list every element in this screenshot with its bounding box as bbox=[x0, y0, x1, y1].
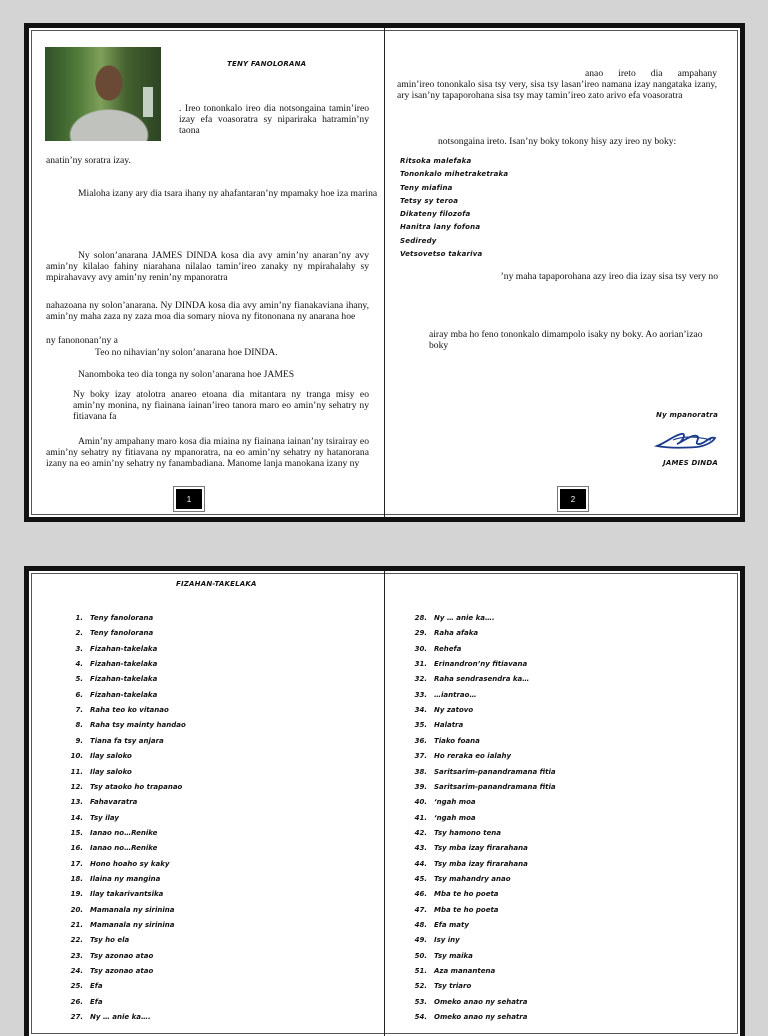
toc-entry-number: 15. bbox=[70, 828, 83, 837]
book-spread-pages-1-2 bbox=[24, 23, 745, 522]
toc-entry-title: Ilaina ny mangina bbox=[90, 874, 161, 883]
toc-entry-number: 51. bbox=[414, 967, 427, 976]
toc-entry-number: 32. bbox=[414, 675, 427, 684]
toc-entry-title: Tsy azonao atao bbox=[90, 967, 154, 976]
signoff: Ny mpanoratra bbox=[656, 411, 718, 419]
toc-entry-number: 13. bbox=[70, 798, 83, 807]
toc-entry-title: Tiako foana bbox=[434, 736, 480, 745]
toc-entry-title: Isy iny bbox=[434, 936, 460, 945]
toc-entry-title: Tiana fa tsy anjara bbox=[90, 736, 164, 745]
toc-entry-number: 7. bbox=[75, 706, 83, 715]
book-list-item: Teny miafina bbox=[400, 183, 453, 192]
toc-entry-title: Teny fanolorana bbox=[90, 629, 154, 638]
toc-entry-title: Tsy mba izay firarahana bbox=[434, 859, 528, 868]
toc-entry-title: Teny fanolorana bbox=[90, 614, 154, 622]
toc-entry-number: 25. bbox=[70, 982, 83, 991]
toc-entry-title: Ny … anie ka…. bbox=[90, 1013, 151, 1022]
toc-entry-title: Fizahan-takelaka bbox=[90, 644, 158, 653]
toc-entry-title: Fizahan-takelaka bbox=[90, 690, 158, 699]
toc-entry-number: 42. bbox=[414, 828, 427, 837]
toc-entry-title: Hono hoaho sy kaky bbox=[90, 859, 170, 868]
toc-entry-title: Raha afaka bbox=[434, 629, 479, 638]
toc-entry-title: Ilay saloko bbox=[90, 767, 132, 776]
toc-entry-number: 28. bbox=[414, 614, 427, 622]
toc-entry-number: 6. bbox=[75, 690, 83, 699]
toc-entry-title: Rehefa bbox=[434, 644, 462, 653]
toc-entry-title: Mamanala ny sirinina bbox=[90, 921, 175, 929]
book-list-item: Sediredy bbox=[400, 236, 437, 245]
toc-entry-number: 10. bbox=[70, 752, 83, 761]
toc-entry-number: 41. bbox=[414, 813, 427, 822]
right-paragraph-3: ’ny maha tapaporohana azy ireo dia izay sisa tsy very no bbox=[500, 271, 718, 282]
toc-entry-title: Ianao no…Renike bbox=[90, 828, 158, 837]
toc-entry-title: Raha sendrasendra ka… bbox=[434, 675, 530, 684]
paragraph-7: Ny boky izay atolotra anareo etoana dia mitantara ny tranga misy eo amin’ny monina, ny fiainana iainan’ireo tanora maro eo amin’ny sehatry ny fitiavana fa bbox=[73, 389, 369, 422]
page-gutter bbox=[384, 28, 385, 517]
toc-entry-number: 34. bbox=[414, 706, 427, 715]
paragraph-4: nahazoana ny solon’anarana. Ny DINDA kosa dia avy amin’ny fianakaviana ihany, amin’ny maha zaza ny zaza moa dia somary niova ny fitononana ny anarana hoe bbox=[46, 300, 369, 322]
toc-entry-title: Ho reraka eo ialahy bbox=[434, 752, 512, 761]
paragraph-5: Teo no nihavian’ny solon’anarana hoe DINDA. bbox=[95, 347, 278, 358]
toc-entry-title: Fizahan-takelaka bbox=[90, 660, 158, 669]
toc-entry-title: Ny … anie ka…. bbox=[434, 614, 495, 622]
toc-entry-number: 33. bbox=[414, 690, 427, 699]
toc-entry-number: 47. bbox=[414, 905, 427, 914]
toc-entry-number: 2. bbox=[75, 629, 83, 638]
toc-entry-title: Tsy azonao atao bbox=[90, 951, 154, 960]
toc-entry-title: Tsy maika bbox=[434, 951, 473, 960]
toc-entry-title: Mba te ho poeta bbox=[434, 905, 499, 914]
toc-entry-number: 38. bbox=[414, 767, 427, 776]
toc-entry-title: Efa bbox=[90, 997, 103, 1006]
right-paragraph-2: notsongaina ireto. Isan’ny boky tokony hisy azy ireo ny boky: bbox=[438, 136, 677, 147]
toc-entry-number: 18. bbox=[70, 874, 83, 883]
toc-entry-number: 16. bbox=[70, 844, 83, 853]
toc-entry-title: Fizahan-takelaka bbox=[90, 675, 158, 684]
toc-entry-number: 39. bbox=[414, 782, 427, 791]
toc-entry[interactable] bbox=[399, 1006, 527, 1024]
toc-entry-number: 14. bbox=[70, 813, 83, 822]
toc-entry-title: Erinandron’ny fitiavana bbox=[434, 660, 528, 669]
toc-entry-number: 8. bbox=[75, 721, 83, 730]
paragraph-3: Ny solon’anarana JAMES DINDA kosa dia avy amin’ny anaran’ny avy amin’ny kilalao fahiny niarahana nilalao tamin’ireo zanaky ny mpirahalahy sy mpirahavavy avy amin’ny renin’ny mpanoratra bbox=[46, 250, 369, 283]
toc-entry-number: 1. bbox=[75, 614, 83, 622]
signature-image bbox=[653, 426, 719, 452]
book-list-item: Vetsovetso takariva bbox=[400, 250, 483, 259]
toc-entry-number: 46. bbox=[414, 890, 427, 899]
toc-entry-number: 26. bbox=[70, 997, 83, 1006]
toc-entry-title: Ilay saloko bbox=[90, 752, 132, 761]
toc-entry-title: Mba te ho poeta bbox=[434, 890, 499, 899]
paragraph-4-continued: ny fanononan’ny a bbox=[46, 335, 118, 346]
toc-entry-title: ‘ngah moa bbox=[434, 813, 476, 822]
toc-entry-title: Tsy hamono tena bbox=[434, 828, 501, 837]
toc-entry-number: 35. bbox=[414, 721, 427, 730]
toc-entry-number: 11. bbox=[70, 767, 83, 776]
toc-entry-title: Saritsarim-panandramana fitia bbox=[434, 767, 556, 776]
toc-entry-number: 19. bbox=[70, 890, 83, 899]
toc-entry-title: Aza manantena bbox=[434, 967, 496, 976]
paragraph-2: Mialoha izany ary dia tsara ihany ny ahafantaran’ny mpamaky hoe iza marina bbox=[78, 188, 378, 199]
paragraph-1-continued: anatin’ny soratra izay. bbox=[46, 155, 131, 166]
toc-entry-title: Tsy mba izay firarahana bbox=[434, 844, 528, 853]
toc-entry-number: 45. bbox=[414, 874, 427, 883]
page-number-1: 1 bbox=[176, 489, 202, 509]
toc-entry-number: 17. bbox=[70, 859, 83, 868]
toc-entry-number: 31. bbox=[414, 660, 427, 669]
toc-entry-title: …iantrao… bbox=[434, 690, 477, 699]
toc-entry-number: 54. bbox=[414, 1013, 427, 1022]
toc-entry-number: 12. bbox=[70, 782, 83, 791]
toc-entry-number: 53. bbox=[414, 997, 427, 1006]
toc-entry-number: 29. bbox=[414, 629, 427, 638]
toc-entry-number: 40. bbox=[414, 798, 427, 807]
book-list bbox=[400, 157, 580, 263]
toc-entry-number: 37. bbox=[414, 752, 427, 761]
toc-entry-title: Mamanala ny sirinina bbox=[90, 905, 175, 914]
toc-entry-title: Saritsarim-panandramana fitia bbox=[434, 782, 556, 791]
author-photo bbox=[45, 47, 161, 141]
toc-entry-title: Raha teo ko vitanao bbox=[90, 706, 169, 715]
right-paragraph-1: anao ireto dia ampahany amin’ireo tononkalo sisa tsy very, sisa tsy lasan’ireo namana izay nangataka izany, ary isan’ny tapaporohana sisa tsy may tamin’ireo zato arivo efa voasoratra bbox=[397, 68, 717, 101]
author-name: JAMES DINDA bbox=[663, 459, 718, 467]
toc-entry-title: Tsy triaro bbox=[434, 982, 472, 991]
toc-entry-title: Raha tsy mainty handao bbox=[90, 721, 186, 730]
book-list-item: Tetsy sy teroa bbox=[400, 196, 459, 205]
toc-entry-title: Halatra bbox=[434, 721, 464, 730]
toc-entry-number: 30. bbox=[414, 644, 427, 653]
toc-entry-title: Tsy mahandry anao bbox=[434, 874, 511, 883]
toc-entry-number: 43. bbox=[414, 844, 427, 853]
toc-entry-number: 3. bbox=[75, 644, 83, 653]
book-list-item: Ritsoka malefaka bbox=[400, 157, 472, 165]
toc-entry-number: 20. bbox=[70, 905, 83, 914]
toc-entry-number: 21. bbox=[70, 921, 83, 929]
toc-entry-title: Ianao no…Renike bbox=[90, 844, 158, 853]
toc-entry[interactable] bbox=[55, 1006, 151, 1024]
toc-entry-title: Tsy ataoko ho trapanao bbox=[90, 782, 183, 791]
toc-entry-number: 4. bbox=[75, 660, 83, 669]
page-gutter bbox=[384, 571, 385, 1036]
toc-entry-number: 22. bbox=[70, 936, 83, 945]
toc-entry-number: 5. bbox=[75, 675, 83, 684]
toc-entry-title: Ilay takarivantsika bbox=[90, 890, 164, 899]
paragraph-1: . Ireo tononkalo ireo dia notsongaina tamin’ireo izay efa voasoratra sy nipariraka hatramin’ny taona bbox=[179, 103, 369, 136]
toc-entry-title: Efa maty bbox=[434, 921, 469, 929]
toc-entry-number: 49. bbox=[414, 936, 427, 945]
toc-entry-number: 36. bbox=[414, 736, 427, 745]
paragraph-6: Nanomboka teo dia tonga ny solon’anarana hoe JAMES bbox=[78, 369, 295, 380]
page-title: TENY FANOLORANA bbox=[227, 60, 307, 68]
toc-entry-title: Omeko anao ny sehatra bbox=[434, 1013, 528, 1022]
toc-entry-number: 50. bbox=[414, 951, 427, 960]
toc-entry-title: Ny zatovo bbox=[434, 706, 474, 715]
book-list-item: Hanitra lany fofona bbox=[400, 223, 481, 232]
page-number-2: 2 bbox=[560, 489, 586, 509]
toc-entry-number: 23. bbox=[70, 951, 83, 960]
book-list-item: Tononkalo mihetraketraka bbox=[400, 170, 509, 179]
right-paragraph-4: airay mba ho feno tononkalo dimampolo isaky ny boky. Ao aorian’izao boky bbox=[429, 329, 703, 351]
toc-entry-number: 52. bbox=[414, 982, 427, 991]
toc-title: FIZAHAN-TAKELAKA bbox=[176, 580, 257, 588]
toc-entry-number: 9. bbox=[75, 736, 83, 745]
book-spread-toc bbox=[24, 566, 745, 1036]
toc-entry-number: 48. bbox=[414, 921, 427, 929]
toc-entry-title: ‘ngah moa bbox=[434, 798, 476, 807]
toc-entry-title: Efa bbox=[90, 982, 103, 991]
toc-entry-title: Fahavaratra bbox=[90, 798, 138, 807]
toc-entry-title: Tsy ho ela bbox=[90, 936, 130, 945]
toc-entry-title: Omeko anao ny sehatra bbox=[434, 997, 528, 1006]
toc-entry-number: 27. bbox=[70, 1013, 83, 1022]
toc-entry-number: 24. bbox=[70, 967, 83, 976]
paragraph-8: Amin’ny ampahany maro kosa dia miaina ny fiainana iainan’ny tsirairay eo amin’ny sehatry ny fitiavana ny mpanoratra, na eo amin’ny sehatry ny hatanorana izany na eo amin’ny sehatry ny fanambadiana. Manome lanja manokana izany ny bbox=[46, 436, 369, 469]
toc-entry-number: 44. bbox=[414, 859, 427, 868]
toc-entry-title: Tsy ilay bbox=[90, 813, 119, 822]
book-list-item: Dikateny filozofa bbox=[400, 210, 471, 219]
